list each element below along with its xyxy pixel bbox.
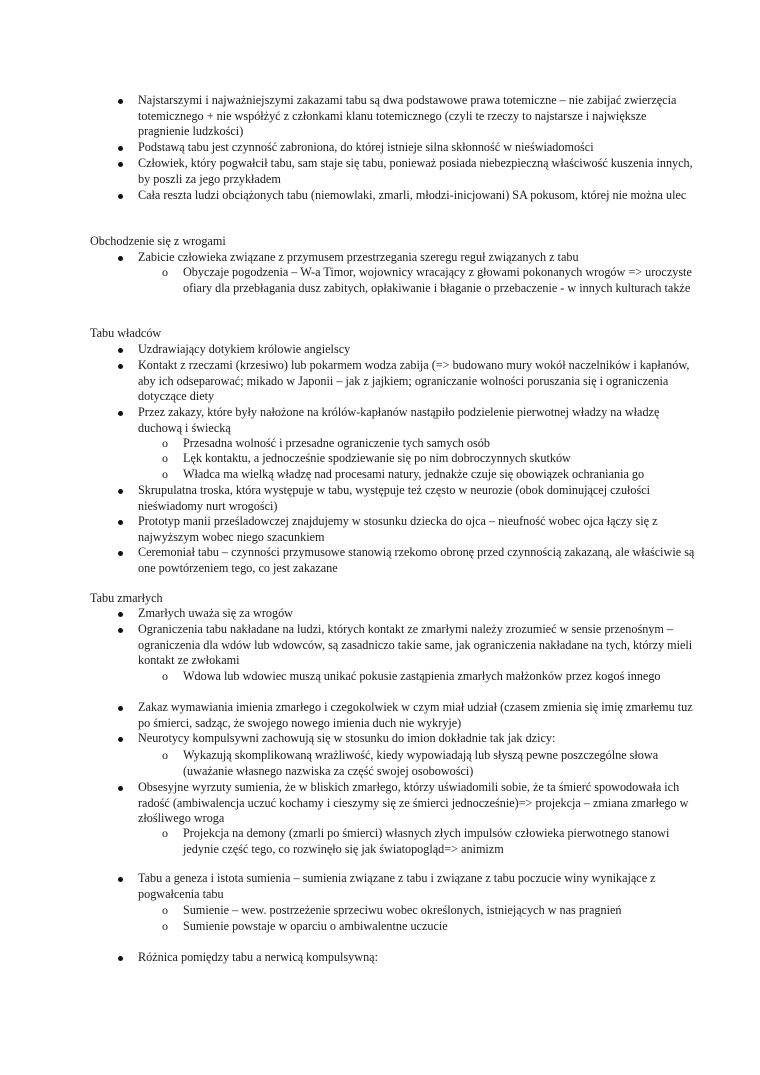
list-item: Zabicie człowieka związane z przymusem przestrzegania szeregu reguł związanych z tabu — [138, 250, 579, 264]
bullet-icon — [118, 706, 123, 711]
bullet-icon — [118, 551, 123, 556]
bullet-icon — [118, 489, 123, 494]
list-item: Skrupulatna troska, która występuje w tabu, występuje też często w neurozie (obok dominującej czułości nieświadomy nurt wrogości) — [138, 483, 651, 513]
sub-list-item: Projekcja na demony (zmarli po śmierci) własnych złych impulsów człowieka pierwotnego stanowi jedynie część tego, co rozwinęło się jak światopogląd=> animizm — [183, 826, 670, 856]
bullet-icon — [118, 162, 123, 167]
circle-bullet-icon: o — [162, 903, 168, 917]
sub-list-item: Wdowa lub wdowiec muszą unikać pokusie zastąpienia zmarłych małżonków przez kogoś innego — [183, 669, 661, 683]
sub-list-item: Wykazują skomplikowaną wrażliwość, kiedy wypowiadają lub słyszą pewne poszczególne słowa (uważanie własnego nazwiska za część swojej osobowości) — [183, 748, 659, 778]
sub-list-item: Sumienie – wew. postrzeżenie sprzeciwu wobec określonych, istniejących w nas pragnień — [183, 903, 622, 917]
bullet-icon — [118, 194, 123, 199]
bullet-icon — [118, 956, 123, 961]
list-item: Podstawą tabu jest czynność zabroniona, do której istnieje silna skłonność w nieświadomości — [138, 140, 594, 154]
circle-bullet-icon: o — [162, 919, 168, 933]
sub-list-item: Władca ma wielką władzę nad procesami natury, jednakże czuje się obowiązek ochraniania go — [183, 467, 645, 481]
bullet-icon — [118, 877, 123, 882]
sub-list-item: Obyczaje pogodzenia – W-a Timor, wojownicy wracający z głowami pokonanych wrogów => uroczyste ofiary dla przebłagania dusz zabitych, opłakiwanie i błaganie o przebaczenie - w innych kulturach także — [183, 265, 692, 295]
list-item: Kontakt z rzeczami (krzesiwo) lub pokarmem wodza zabija (=> budowano mury wokół naczelników i kapłanów, aby ich odseparować; mikado w Japonii – jak z jajkiem; ograniczanie wolności poruszania się i ograniczenia dotyczące diety — [138, 358, 690, 404]
list-item: Różnica pomiędzy tabu a nerwicą kompulsywną: — [138, 950, 378, 964]
bullet-icon — [118, 256, 123, 261]
bullet-icon — [118, 348, 123, 353]
list-item: Człowiek, który pogwałcił tabu, sam staje się tabu, ponieważ posiada niebezpieczną właściwość kuszenia innych, by poszli za jego przykładem — [138, 156, 693, 186]
bullet-icon — [118, 411, 123, 416]
sub-list-item: Lęk kontaktu, a jednocześnie spodziewanie się po nim dobroczynnych skutków — [183, 451, 571, 465]
list-item: Najstarszymi i najważniejszymi zakazami tabu są dwa podstawowe prawa totemiczne – nie zabijać zwierzęcia totemicznego + nie współżyć z członkami klanu totemicznego (czyli te rzeczy to najstarsze i największe pragnienie ludzkości) — [138, 93, 677, 139]
circle-bullet-icon: o — [162, 826, 168, 840]
circle-bullet-icon: o — [162, 436, 168, 450]
bullet-icon — [118, 364, 123, 369]
section-heading: Tabu zmarłych — [90, 591, 163, 605]
bullet-icon — [118, 520, 123, 525]
list-item: Zmarłych uważa się za wrogów — [138, 606, 293, 620]
list-item: Tabu a geneza i istota sumienia – sumienia związane z tabu i związane z tabu poczucie winy wynikające z pogwałcenia tabu — [138, 871, 656, 901]
list-item: Zakaz wymawiania imienia zmarłego i czegokolwiek w czym miał udział (czasem zmienia się imię zmarłemu tuz po śmierci, sadząc, że swojego nowego imienia duch nie wykryje) — [138, 700, 693, 730]
sub-list-item: Sumienie powstaje w oparciu o ambiwalentne uczucie — [183, 919, 448, 933]
list-item: Uzdrawiający dotykiem królowie angielscy — [138, 342, 351, 356]
bullet-icon — [118, 612, 123, 617]
list-item: Ceremoniał tabu – czynności przymusowe stanowią rzekomo obronę przed czynnością zakazaną, ale właściwie są one powtórzeniem tego, co jest zakazane — [138, 545, 695, 575]
list-item: Obsesyjne wyrzuty sumienia, że w bliskich zmarłego, którzy uświadomili sobie, że ta śmierć spowodowała ich radość (ambiwalencja uczuć kochamy i cieszymy się ze śmierci jednocześnie)=> projekcja – zmiana zmarłego w złośliwego wroga — [138, 780, 689, 826]
section-heading: Tabu władców — [90, 326, 162, 340]
list-item: Cała reszta ludzi obciążonych tabu (niemowlaki, zmarli, młodzi-inicjowani) SA pokusom, której nie można ulec — [138, 188, 687, 202]
bullet-icon — [118, 628, 123, 633]
circle-bullet-icon: o — [162, 451, 168, 465]
sub-list-item: Przesadna wolność i przesadne ograniczenie tych samych osób — [183, 436, 490, 450]
circle-bullet-icon: o — [162, 265, 168, 279]
circle-bullet-icon: o — [162, 467, 168, 481]
list-item: Ograniczenia tabu nakładane na ludzi, których kontakt ze zmarłymi należy zrozumieć w sensie przenośnym – ograniczenia dla wdów lub wdowców, są zasadniczo takie same, jak ograniczenia nakładane na tych, którzy mieli kontakt ze zwłokami — [138, 622, 693, 668]
list-item: Przez zakazy, które były nałożone na królów-kapłanów nastąpiło podzielenie pierwotnej władzy na władzę duchową i świecką — [138, 405, 660, 435]
circle-bullet-icon: o — [162, 748, 168, 762]
bullet-icon — [118, 99, 123, 104]
bullet-icon — [118, 737, 123, 742]
list-item: Neurotycy kompulsywni zachowują się w stosunku do imion dokładnie tak jak dzicy: — [138, 731, 556, 745]
section-heading: Obchodzenie się z wrogami — [90, 234, 226, 248]
list-item: Prototyp manii prześladowczej znajdujemy w stosunku dziecka do ojca – nieufność wobec ojca łączy się z najwyższym wobec niego szacunkiem — [138, 514, 658, 544]
bullet-icon — [118, 786, 123, 791]
circle-bullet-icon: o — [162, 669, 168, 683]
bullet-icon — [118, 146, 123, 151]
